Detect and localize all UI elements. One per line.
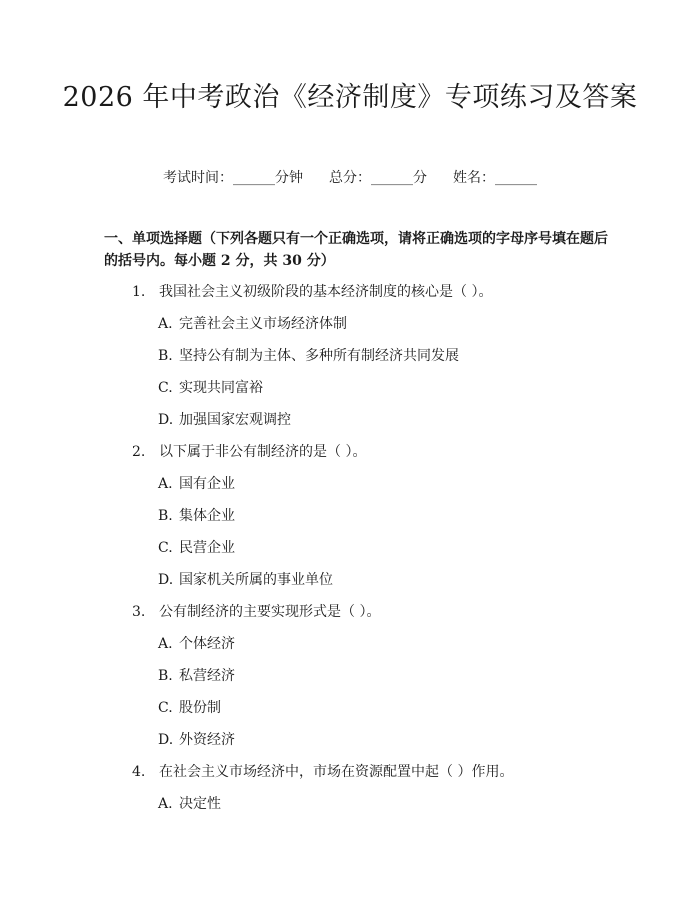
option-item xyxy=(158,634,235,654)
option-letter: C. xyxy=(158,380,173,396)
option-letter: D. xyxy=(158,572,174,588)
option-letter: B. xyxy=(158,348,173,364)
option-letter: B. xyxy=(158,508,173,524)
question-number: 2. xyxy=(132,444,146,460)
option-item xyxy=(158,698,221,718)
question-text: 我国社会主义初级阶段的基本经济制度的核心是（ ）。 xyxy=(159,284,493,300)
option-text: 完善社会主义市场经济体制 xyxy=(179,316,347,332)
exam-time-label: 考试时间：______分钟 xyxy=(163,170,303,186)
question-number: 4. xyxy=(132,764,146,780)
option-text: 股份制 xyxy=(179,700,221,716)
name-label: 姓名：______ xyxy=(453,170,537,186)
option-text: 国家机关所属的事业单位 xyxy=(179,572,333,588)
option-letter: C. xyxy=(158,700,173,716)
question-item xyxy=(132,282,492,302)
option-text: 决定性 xyxy=(179,796,221,812)
question-item xyxy=(132,442,366,462)
option-letter: A. xyxy=(158,316,173,332)
option-text: 外资经济 xyxy=(179,732,235,748)
option-letter: B. xyxy=(158,668,173,684)
option-letter: C. xyxy=(158,540,173,556)
exam-info xyxy=(0,168,700,188)
option-item xyxy=(158,730,235,750)
option-item xyxy=(158,378,263,398)
option-text: 坚持公有制为主体、多种所有制经济共同发展 xyxy=(179,348,459,364)
option-letter: A. xyxy=(158,796,173,812)
option-text: 加强国家宏观调控 xyxy=(179,412,291,428)
option-item xyxy=(158,346,459,366)
option-item xyxy=(158,474,235,494)
option-letter: D. xyxy=(158,412,174,428)
total-score-label: 总分：______分 xyxy=(329,170,427,186)
option-text: 民营企业 xyxy=(179,540,235,556)
option-text: 实现共同富裕 xyxy=(179,380,263,396)
question-item xyxy=(132,602,380,622)
option-letter: D. xyxy=(158,732,174,748)
option-item xyxy=(158,506,235,526)
option-letter: A. xyxy=(158,476,173,492)
option-item xyxy=(158,314,347,334)
question-item xyxy=(132,762,513,782)
option-item xyxy=(158,794,221,814)
option-item xyxy=(158,666,235,686)
option-letter: A. xyxy=(158,636,173,652)
option-text: 个体经济 xyxy=(179,636,235,652)
option-text: 集体企业 xyxy=(179,508,235,524)
question-number: 3. xyxy=(132,604,146,620)
option-item xyxy=(158,570,333,590)
question-text: 在社会主义市场经济中，市场在资源配置中起（ ）作用。 xyxy=(159,764,514,780)
option-text: 私营经济 xyxy=(179,668,235,684)
question-text: 以下属于非公有制经济的是（ ）。 xyxy=(159,444,367,460)
question-number: 1. xyxy=(132,284,146,300)
section-heading: 一、单项选择题（下列各题只有一个正确选项，请将正确选项的字母序号填在题后的括号内。每小题 2 分，共 30 分） xyxy=(104,231,608,269)
page-title: 2026 年中考政治《经济制度》专项练习及答案 xyxy=(62,82,638,113)
option-item xyxy=(158,538,235,558)
option-item xyxy=(158,410,291,430)
option-text: 国有企业 xyxy=(179,476,235,492)
question-text: 公有制经济的主要实现形式是（ ）。 xyxy=(159,604,381,620)
